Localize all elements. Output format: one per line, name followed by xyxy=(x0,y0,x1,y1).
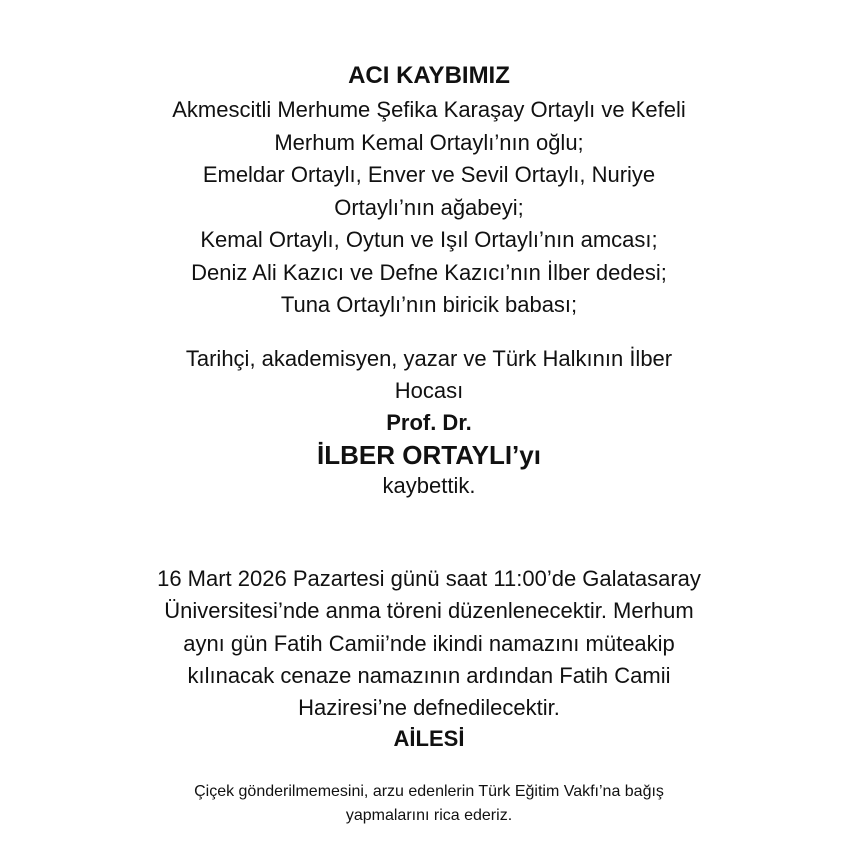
family-line: Kemal Ortaylı, Oytun ve Işıl Ortaylı’nın amcası; xyxy=(200,227,658,252)
family-line: Tuna Ortaylı’nın biricik babası; xyxy=(280,292,578,317)
ceremony-line: aynı gün Fatih Camii’nde ikindi namazını müteakip xyxy=(183,631,675,656)
ceremony-line: Haziresi’ne defnedilecektir. xyxy=(298,695,560,720)
family-line: Akmescitli Merhume Şefika Karaşay Ortaylı ve Kefeli xyxy=(172,97,686,122)
family-line: Ortaylı’nın ağabeyi; xyxy=(334,195,524,220)
description-line: Hocası xyxy=(394,378,464,403)
notice-title: ACI KAYBIMIZ xyxy=(348,62,510,89)
ceremony-line: kılınacak cenaze namazının ardından Fatih Camii xyxy=(187,663,671,688)
family-line: Deniz Ali Kazıcı ve Defne Kazıcı’nın İlber dedesi; xyxy=(191,260,667,285)
family-line: Merhum Kemal Ortaylı’nın oğlu; xyxy=(274,130,584,155)
deceased-name: İLBER ORTAYLI’yı xyxy=(317,440,541,470)
honorific: Prof. Dr. xyxy=(386,410,472,435)
ceremony-line: 16 Mart 2026 Pazartesi günü saat 11:00’de Galatasaray xyxy=(157,566,701,591)
signature: AİLESİ xyxy=(393,726,465,751)
ceremony-line: Üniversitesi’nde anma töreni düzenlenecektir. Merhum xyxy=(164,598,694,623)
description-line: Tarihçi, akademisyen, yazar ve Türk Halkının İlber xyxy=(185,346,673,371)
footer-line: yapmalarını rica ederiz. xyxy=(345,807,513,824)
lost-text: kaybettik. xyxy=(382,473,476,498)
footer-line: Çiçek gönderilmemesini, arzu edenlerin Türk Eğitim Vakfı’na bağış xyxy=(194,783,664,800)
family-line: Emeldar Ortaylı, Enver ve Sevil Ortaylı, Nuriye xyxy=(202,162,656,187)
